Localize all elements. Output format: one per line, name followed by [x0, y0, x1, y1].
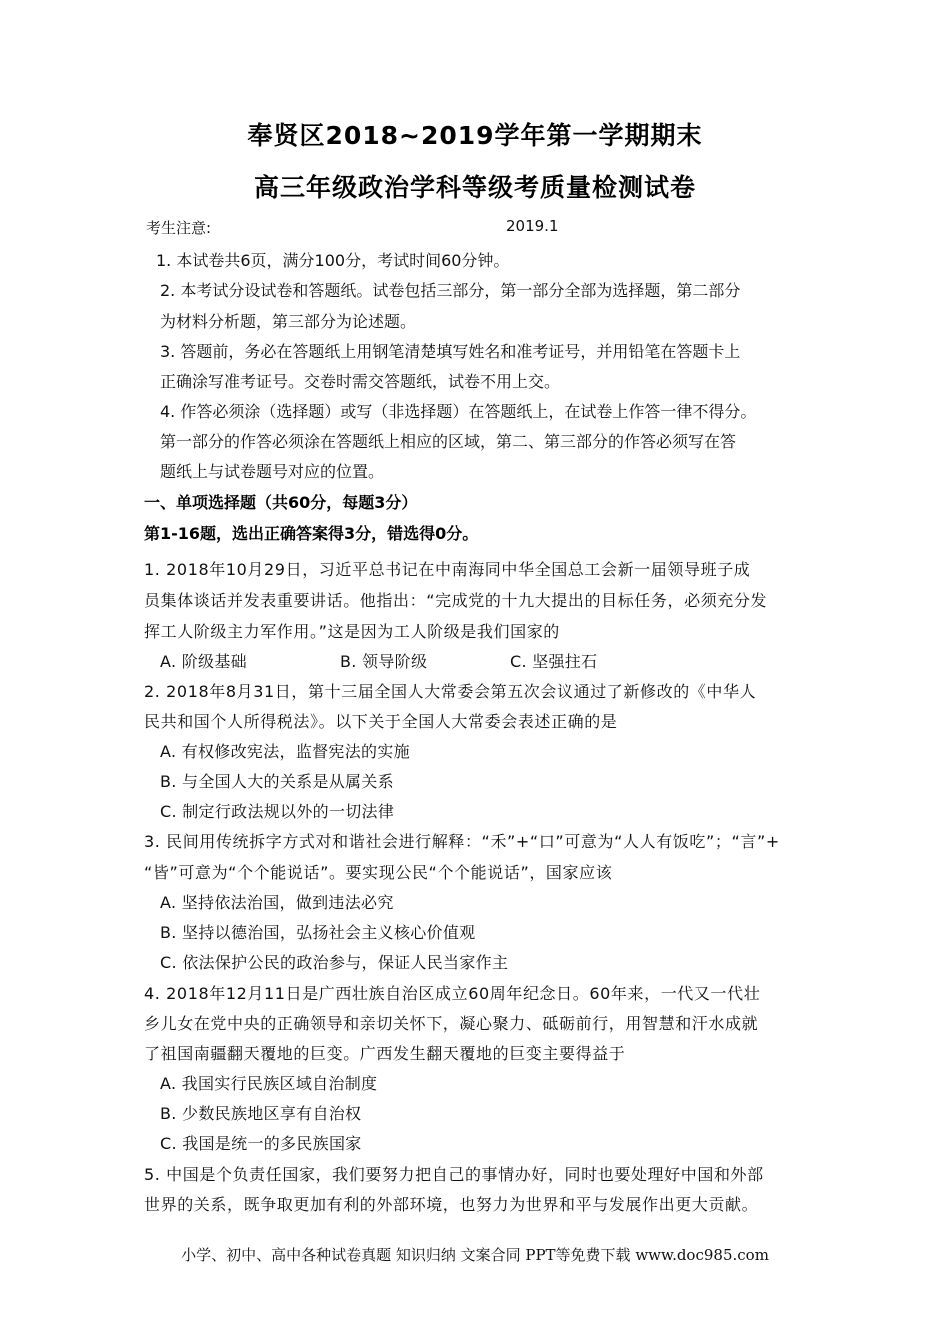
notice-line: 2. 本考试分设试卷和答题纸。试卷包括三部分，第一部分全部为选择题，第二部分: [160, 281, 741, 300]
question-3-option-b: B. 坚持以德治国，弘扬社会主义核心价值观: [160, 923, 476, 942]
question-2-option-c: C. 制定行政法规以外的一切法律: [160, 802, 395, 821]
question-3-option-c: C. 依法保护公民的政治参与，保证人民当家作主: [160, 953, 509, 972]
question-1-option-a: A. 阶级基础: [160, 652, 247, 671]
question-2-option-a: A. 有权修改宪法，监督宪法的实施: [160, 742, 410, 761]
question-1-option-b: B. 领导阶级: [340, 652, 428, 671]
question-4-option-a: A. 我国实行民族区域自治制度: [160, 1074, 378, 1093]
notice-line: 4. 作答必须涂（选择题）或写（非选择题）在答题纸上，在试卷上作答一律不得分。: [160, 402, 757, 421]
question-1-text: 1. 2018年10月29日，习近平总书记在中南海同中华全国总工会新一届领导班子成: [144, 560, 751, 579]
question-4-text: 了祖国南疆翻天覆地的巨变。广西发生翻天覆地的巨变主要得益于: [144, 1044, 626, 1063]
question-1-text: 员集体谈话并发表重要讲话。他指出：“完成党的十九大提出的目标任务，必须充分发: [144, 591, 768, 610]
question-4-option-c: C. 我国是统一的多民族国家: [160, 1134, 362, 1153]
question-4-text: 4. 2018年12月11日是广西壮族自治区成立60周年纪念日。60年来，一代又一代壮: [144, 984, 761, 1003]
notice-line: 为材料分析题，第三部分为论述题。: [160, 312, 417, 331]
section-heading: 一、单项选择题（共60分，每题3分）: [144, 493, 418, 512]
question-2-text: 民共和国个人所得税法》。以下关于全国人大常委会表述正确的是: [144, 712, 618, 731]
notice-line: 题纸上与试卷题号对应的位置。: [160, 462, 385, 481]
question-1-text: 挥工人阶级主力军作用。”这是因为工人阶级是我们国家的: [144, 622, 560, 641]
exam-date: 2019.1: [506, 217, 559, 235]
question-3-text: “皆”可意为“个个能说话”。要实现公民“个个能说话”，国家应该: [144, 863, 613, 882]
question-2-text: 2. 2018年8月31日，第十三届全国人大常委会第五次会议通过了新修改的《中华人: [144, 682, 757, 701]
footer-watermark-text: 小学、初中、高中各种试卷真题 知识归纳 文案合同 PPT等免费下载 www.doc985.com: [181, 1246, 769, 1264]
question-3-text: 3. 民间用传统拆字方式对和谐社会进行解释：“禾”+“口”可意为“人人有饭吃”；“言”+: [144, 832, 780, 851]
question-2-option-b: B. 与全国人大的关系是从属关系: [160, 772, 394, 791]
question-4-text: 乡儿女在党中央的正确领导和亲切关怀下，凝心聚力、砥砺前行，用智慧和汗水成就: [144, 1014, 759, 1033]
exam-title-line2: 高三年级政治学科等级考质量检测试卷: [253, 173, 696, 202]
question-3-option-a: A. 坚持依法治国，做到违法必究: [160, 893, 394, 912]
notice-label: 考生注意:: [146, 219, 212, 237]
section-subheading: 第1-16题，选出正确答案得3分，错选得0分。: [144, 524, 479, 543]
question-4-option-b: B. 少数民族地区享有自治权: [160, 1104, 362, 1123]
exam-title-line1: 奉贤区2018~2019学年第一学期期末: [247, 121, 703, 150]
notice-line: 第一部分的作答必须涂在答题纸上相应的区域，第二、第三部分的作答必须写在答: [160, 432, 737, 451]
notice-line: 1. 本试卷共6页，满分100分，考试时间60分钟。: [156, 251, 510, 270]
question-5-text: 世界的关系，既争取更加有利的外部环境，也努力为世界和平与发展作出更大贡献。: [144, 1195, 759, 1214]
question-5-text: 5. 中国是个负责任国家，我们要努力把自己的事情办好，同时也要处理好中国和外部: [144, 1165, 764, 1184]
question-1-option-c: C. 坚强拄石: [510, 652, 598, 671]
notice-line: 3. 答题前，务必在答题纸上用钢笔清楚填写姓名和准考证号，并用铅笔在答题卡上: [160, 342, 741, 361]
notice-line: 正确涂写准考证号。交卷时需交答题纸，试卷不用上交。: [160, 372, 561, 391]
